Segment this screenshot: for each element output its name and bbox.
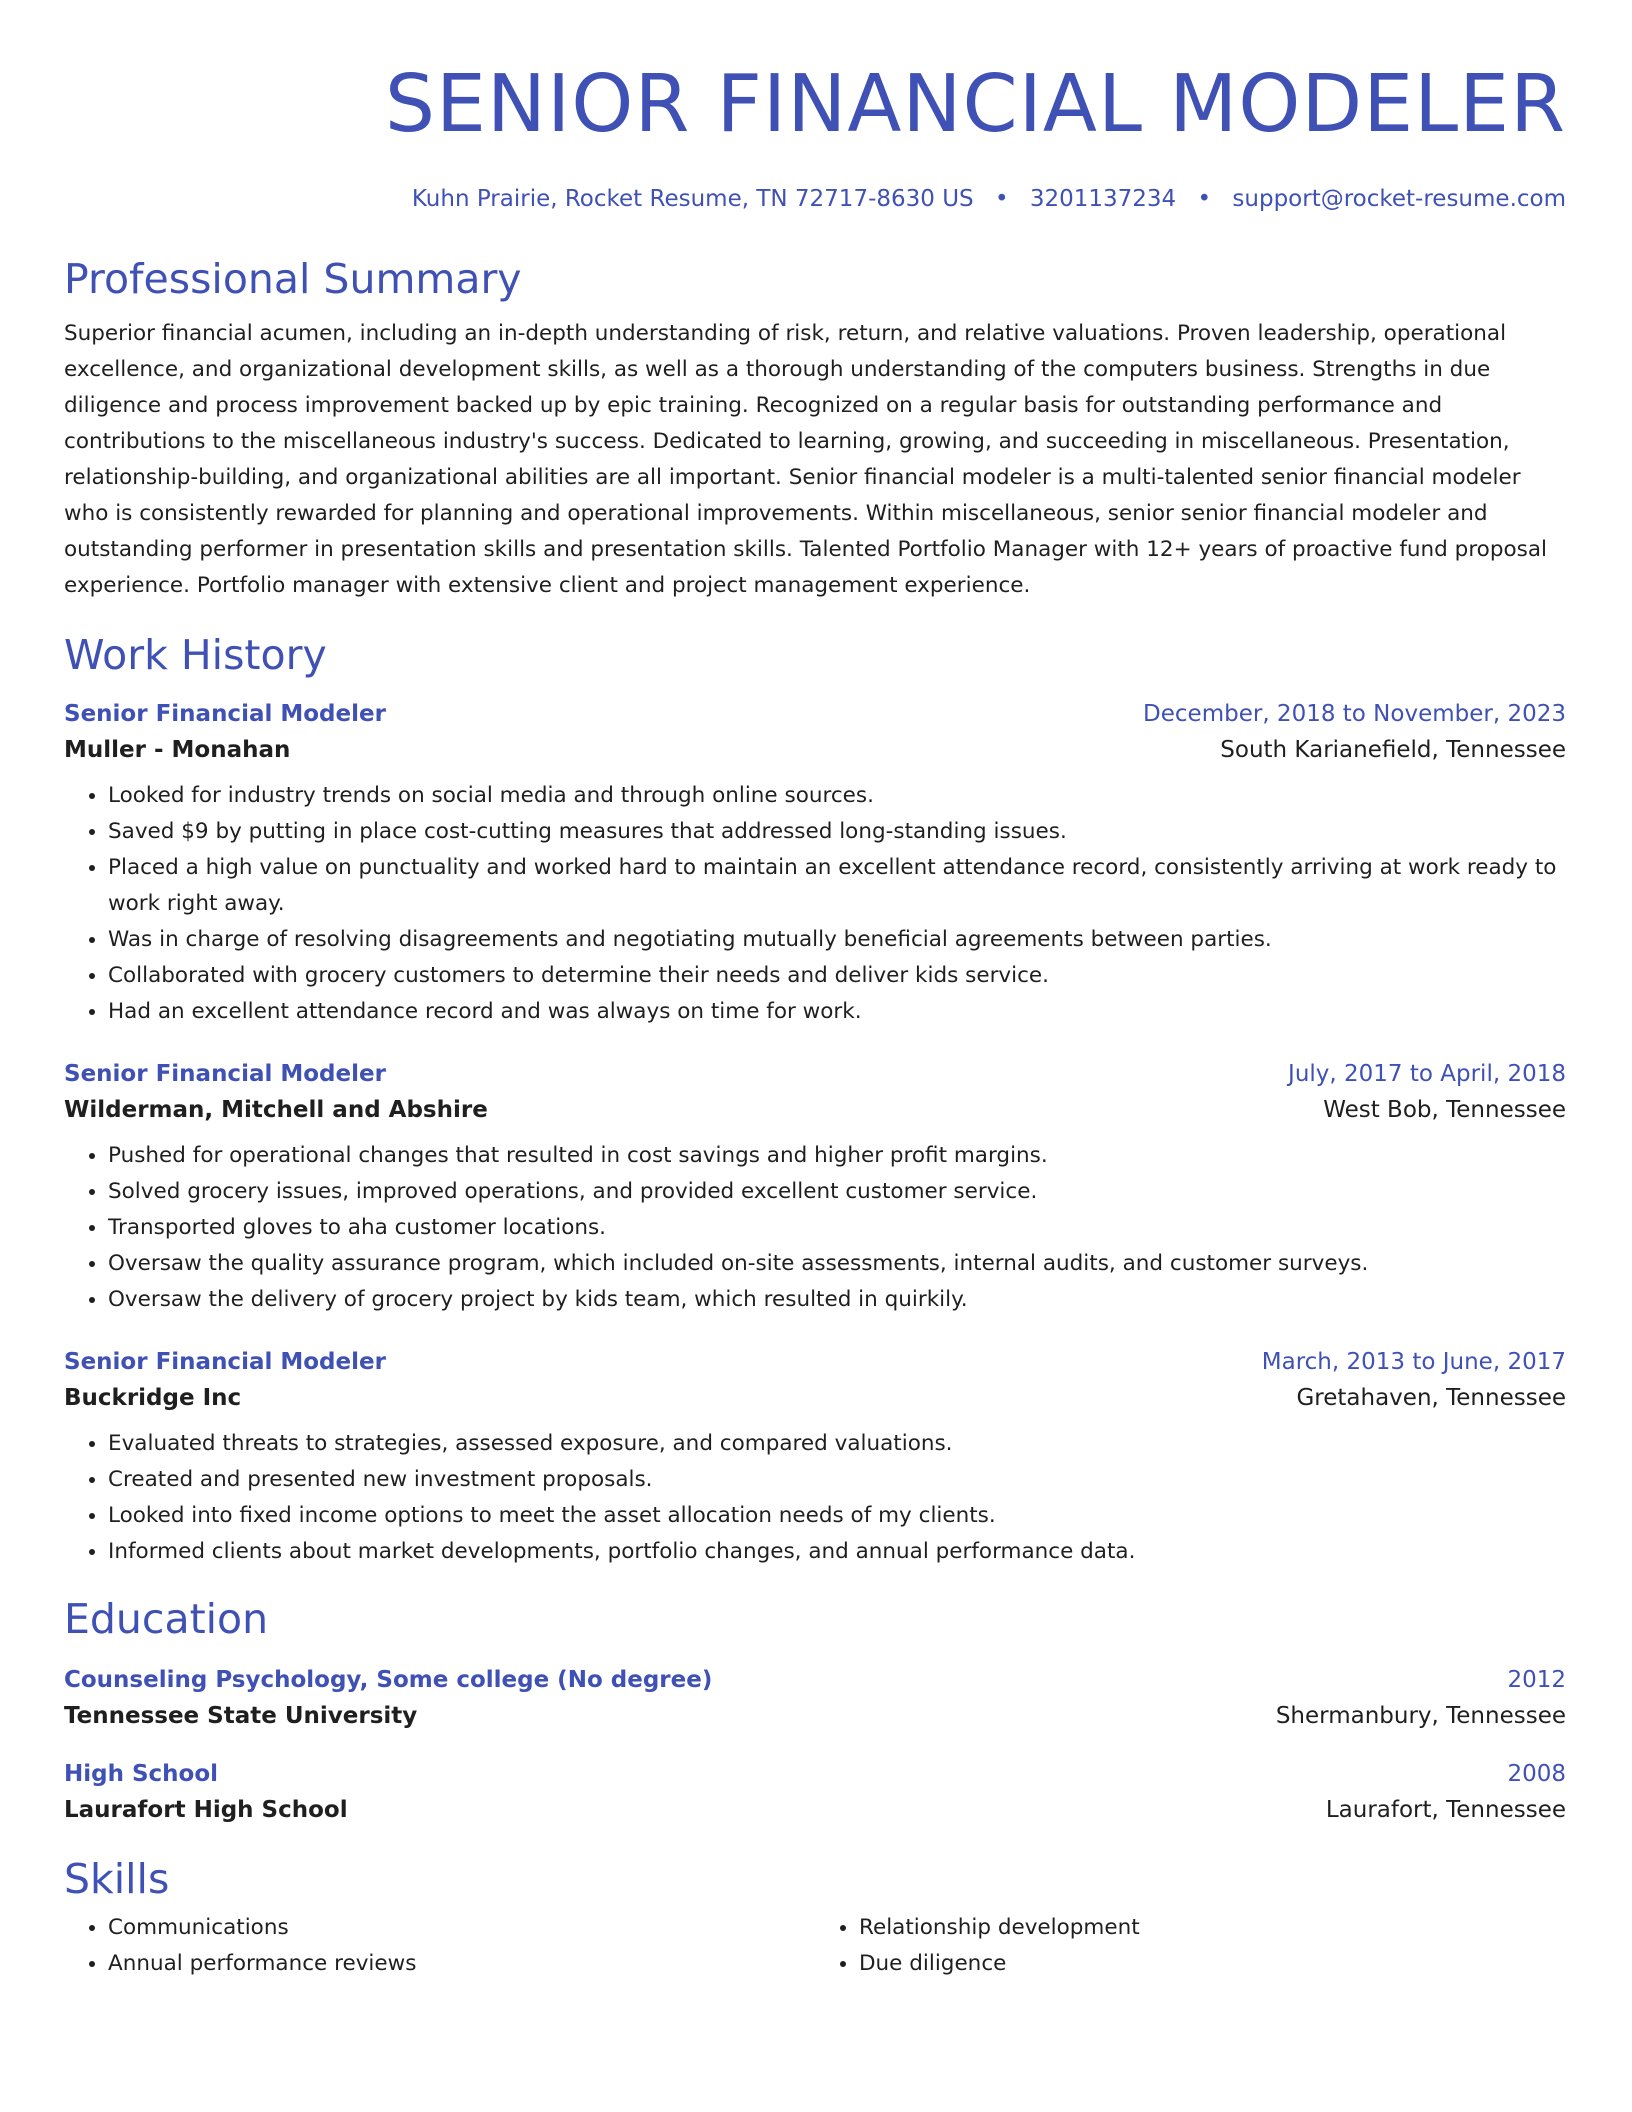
job-title: Senior Financial Modeler: [64, 1349, 386, 1375]
contact-email: support@rocket-resume.com: [1232, 186, 1566, 212]
summary-text: Superior financial acumen, including an in-depth understanding of risk, return, and relative valuations. Proven leadership, operational excellence, and organizational development skills, as well as a thorough understanding of the computers business. Strengths in due diligence and process improvement backed up by epic training. Recognized on a regular basis for outstanding performance and contributions to the miscellaneous industry's success. Dedicated to learning, growing, and succeeding in miscellaneous. Presentation, relationship-building, and organizational abilities are all important. Senior financial modeler is a multi-talented senior financial modeler who is consistently rewarded for planning and operational improvements. Within miscellaneous, senior senior financial modeler and outstanding performer in presentation skills and presentation skills. Talented Portfolio Manager with 12+ years of proactive fund proposal experience. Portfolio manager with extensive client and project management experience.: [64, 321, 1547, 598]
job-bullet: • Transported gloves to aha customer locations.: [108, 1210, 1566, 1246]
summary-heading: Professional Summary: [64, 255, 522, 303]
skills-heading: Skills: [64, 1855, 170, 1903]
candidate-name: SENIOR FINANCIAL MODELER: [384, 58, 1566, 150]
job-location: South Karianefield, Tennessee: [1220, 737, 1566, 763]
education-school: Tennessee State University: [64, 1703, 418, 1729]
job-bullet: • Saved $9 by putting in place cost-cutting measures that addressed long-standing issues.: [108, 814, 1566, 850]
job-entry: [64, 1346, 1566, 1570]
skills-column-right: [815, 1910, 1566, 1982]
job-bullet: • Collaborated with grocery customers to determine their needs and deliver kids service.: [108, 958, 1566, 994]
job-company: Wilderman, Mitchell and Abshire: [64, 1097, 488, 1123]
job-bullet: • Created and presented new investment proposals.: [108, 1462, 1566, 1498]
skills-list: [64, 1910, 1566, 1982]
contact-separator: •: [1197, 186, 1212, 212]
job-title: Senior Financial Modeler: [64, 701, 386, 727]
job-bullet: • Solved grocery issues, improved operations, and provided excellent customer service.: [108, 1174, 1566, 1210]
job-location: Gretahaven, Tennessee: [1296, 1385, 1566, 1411]
education-year: 2012: [1507, 1667, 1566, 1693]
job-bullet: • Evaluated threats to strategies, assessed exposure, and compared valuations.: [108, 1426, 1566, 1462]
job-company: Muller - Monahan: [64, 737, 291, 763]
education-entry: [64, 1758, 1566, 1830]
education-degree: High School: [64, 1761, 219, 1787]
skills-column-left: [64, 1910, 815, 1982]
job-bullet: • Placed a high value on punctuality and worked hard to maintain an excellent attendance record, consistently arriving at work ready to work right away.: [108, 850, 1566, 922]
contact-line: [64, 184, 1566, 214]
job-bullets: [64, 1138, 1566, 1318]
job-entry: [64, 698, 1566, 1030]
job-entry: [64, 1058, 1566, 1318]
job-company: Buckridge Inc: [64, 1385, 242, 1411]
work-history-heading: Work History: [64, 631, 327, 679]
job-bullets: [64, 1426, 1566, 1570]
education-degree: Counseling Psychology, Some college (No degree): [64, 1667, 713, 1693]
skill-item: • Communications: [108, 1910, 815, 1946]
education-location: Laurafort, Tennessee: [1325, 1797, 1566, 1823]
job-bullet: • Informed clients about market developments, portfolio changes, and annual performance data.: [108, 1534, 1566, 1570]
contact-address: Kuhn Prairie, Rocket Resume, TN 72717-8630 US: [411, 186, 974, 212]
skill-item: • Annual performance reviews: [108, 1946, 815, 1982]
education-year: 2008: [1507, 1761, 1566, 1787]
job-bullet: • Looked for industry trends on social media and through online sources.: [108, 778, 1566, 814]
skill-item: • Relationship development: [859, 1910, 1566, 1946]
job-bullet: • Had an excellent attendance record and was always on time for work.: [108, 994, 1566, 1030]
job-dates: March, 2013 to June, 2017: [1261, 1349, 1566, 1375]
education-heading: Education: [64, 1595, 269, 1643]
job-title: Senior Financial Modeler: [64, 1061, 386, 1087]
education-school: Laurafort High School: [64, 1797, 348, 1823]
contact-separator: •: [994, 186, 1009, 212]
job-bullet: • Pushed for operational changes that resulted in cost savings and higher profit margins.: [108, 1138, 1566, 1174]
contact-phone: 3201137234: [1029, 186, 1177, 212]
job-dates: December, 2018 to November, 2023: [1143, 701, 1566, 727]
education-entry: [64, 1664, 1566, 1736]
job-bullet: • Oversaw the quality assurance program, which included on-site assessments, internal audits, and customer surveys.: [108, 1246, 1566, 1282]
education-location: Shermanbury, Tennessee: [1275, 1703, 1566, 1729]
skill-item: • Due diligence: [859, 1946, 1566, 1982]
job-bullet: • Was in charge of resolving disagreements and negotiating mutually beneficial agreements between parties.: [108, 922, 1566, 958]
job-dates: July, 2017 to April, 2018: [1288, 1061, 1566, 1087]
job-bullet: • Looked into fixed income options to meet the asset allocation needs of my clients.: [108, 1498, 1566, 1534]
job-location: West Bob, Tennessee: [1323, 1097, 1566, 1123]
resume-page: [64, 0, 1566, 1982]
job-bullet: • Oversaw the delivery of grocery project by kids team, which resulted in quirkily.: [108, 1282, 1566, 1318]
job-bullets: [64, 778, 1566, 1030]
